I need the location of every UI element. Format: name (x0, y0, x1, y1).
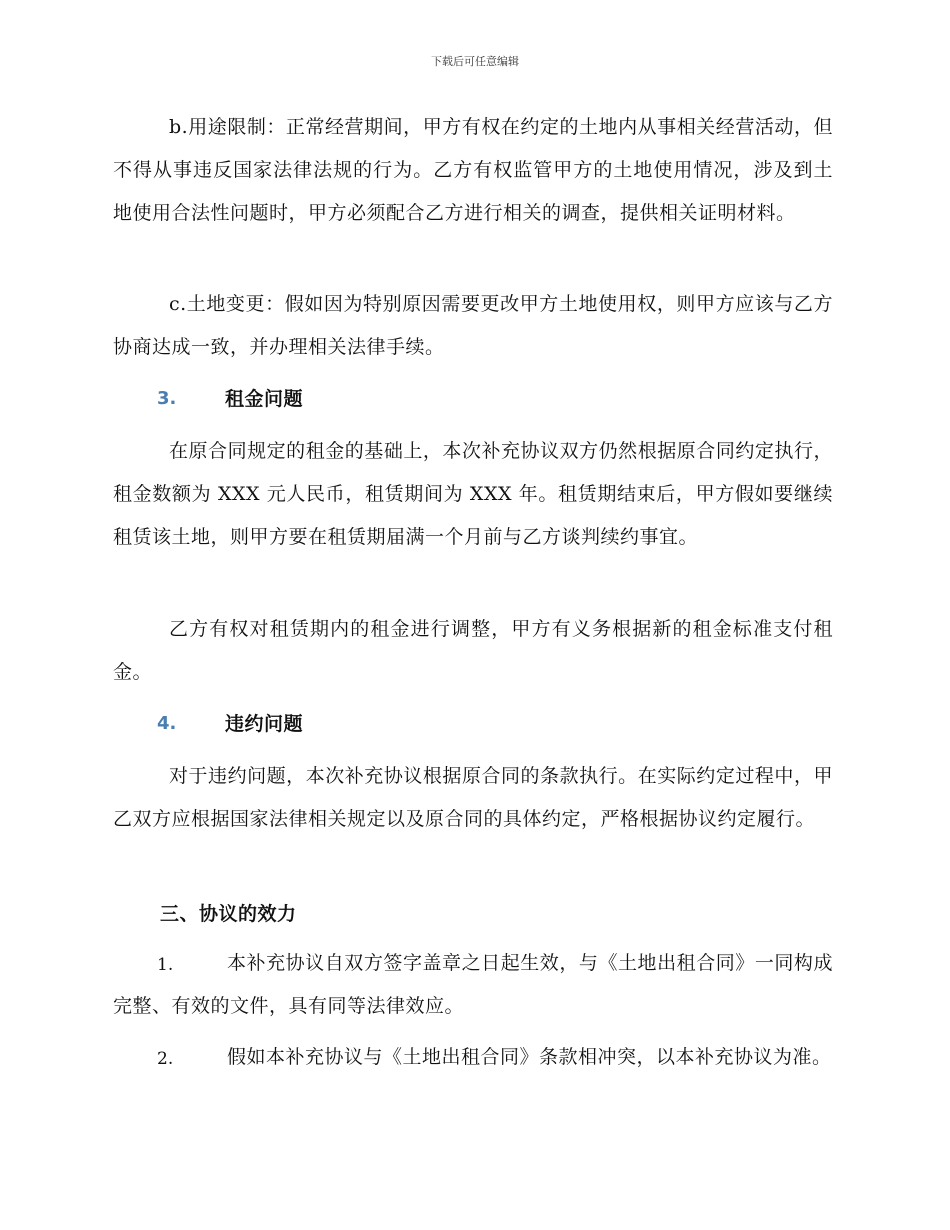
paragraph-breach-terms: 对于违约问题，本次补充协议根据原合同的条款执行。在实际约定过程中，甲乙双方应根据国家法律相关规定以及原合同的具体约定，严格根据协议约定履行。 (113, 765, 833, 830)
list-number-1: 1. (157, 955, 174, 975)
list-item-1-text: 本补充协议自双方签字盖章之日起生效，与《土地出租合同》一同构成完整、有效的文件，具有同等法律效应。 (113, 952, 833, 1017)
heading-breach: 违约问题 (225, 713, 304, 735)
list-number-2: 2. (157, 1049, 174, 1069)
heading-number-3: 3. (157, 388, 177, 409)
heading-rent: 租金问题 (225, 388, 304, 410)
section-heading-effect: 三、协议的效力 (160, 903, 297, 925)
heading-number-4: 4. (157, 713, 177, 734)
list-item-2-text: 假如本补充协议与《土地出租合同》条款相冲突，以本补充协议为准。 (227, 1046, 832, 1068)
paragraph-land-change: c.土地变更：假如因为特别原因需要更改甲方土地使用权，则甲方应该与乙方协商达成一致，并办理相关法律手续。 (113, 293, 833, 358)
paragraph-usage-restriction: b.用途限制：正常经营期间，甲方有权在约定的土地内从事相关经营活动，但不得从事违反国家法律法规的行为。乙方有权监管甲方的土地使用情况，涉及到土地使用合法性问题时，甲方必须配合乙方进行相关的调查，提供相关证明材料。 (113, 116, 833, 224)
page-header-note: 下载后可任意编辑 (431, 55, 519, 68)
paragraph-rent-adjustment: 乙方有权对租赁期内的租金进行调整，甲方有义务根据新的租金标准支付租金。 (113, 618, 833, 683)
paragraph-rent-terms: 在原合同规定的租金的基础上，本次补充协议双方仍然根据原合同约定执行，租金数额为 XXX 元人民币，租赁期间为 XXX 年。租赁期结束后，甲方假如要继续租赁该土地，则甲方要在租赁期届满一个月前与乙方谈判续约事宜。 (113, 440, 833, 548)
